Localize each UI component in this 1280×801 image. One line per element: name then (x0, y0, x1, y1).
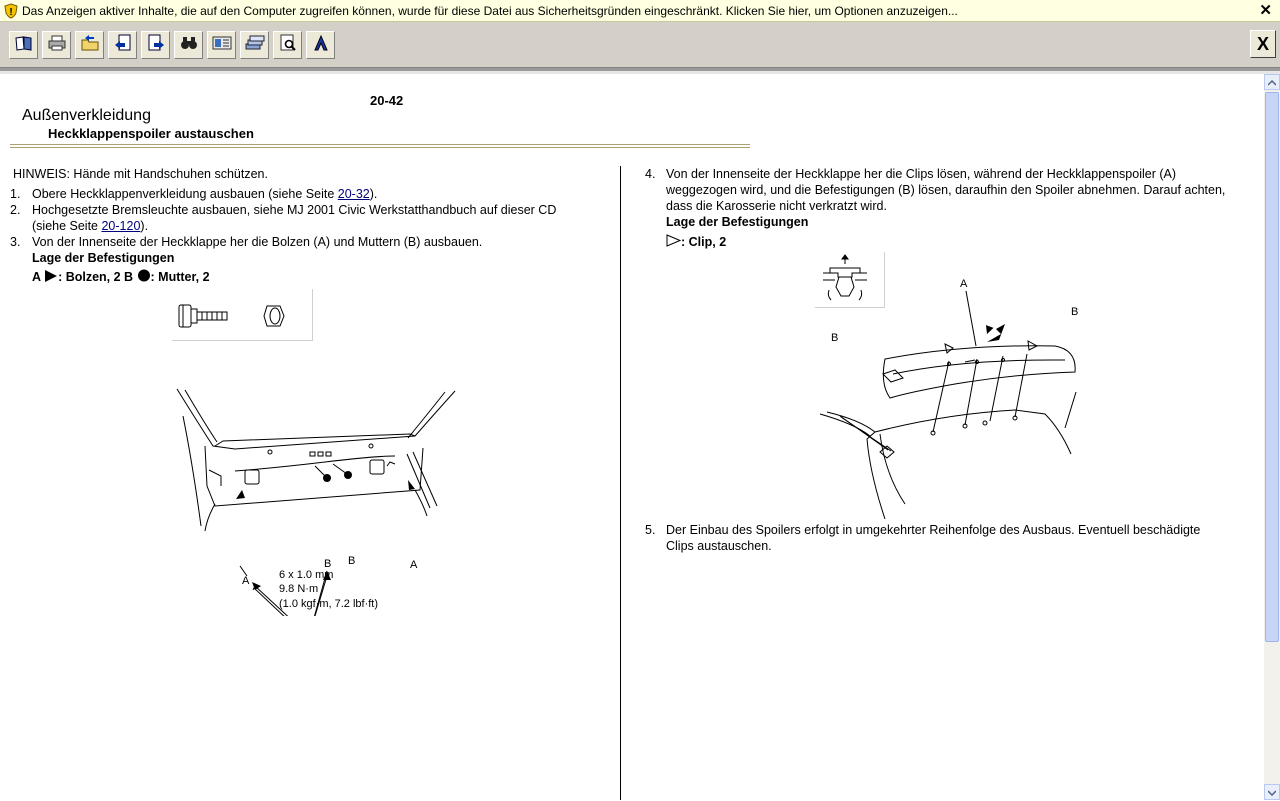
fig-left-label-a2: A (410, 559, 418, 571)
binoculars-icon (180, 35, 198, 56)
fig-left-label-b2: B (348, 555, 356, 567)
manual-icon (212, 35, 232, 56)
step-4-line-2: weggezogen wird, und die Befestigungen (B) lösen, daraufhin den Spoiler abnehmen. Darauf achten, (666, 183, 1226, 197)
legend-clip-desc: : Clip, 2 (681, 235, 727, 249)
scroll-thumb[interactable] (1265, 92, 1279, 642)
preview-button[interactable] (273, 31, 302, 59)
triangle-filled-icon (44, 270, 58, 286)
fastener-heading-right: Lage der Befestigungen (666, 215, 809, 229)
find-button[interactable] (174, 31, 203, 59)
page-number: 20-42 (370, 93, 404, 108)
vertical-scrollbar[interactable] (1264, 74, 1280, 800)
legend-bolt-desc: : Bolzen, 2 B (58, 270, 137, 284)
close-window-button[interactable]: X (1250, 30, 1276, 58)
scroll-up-button[interactable] (1264, 74, 1280, 90)
shield-warning-icon (4, 3, 18, 22)
title-rule (10, 144, 750, 145)
fig-right-label-b2: B (1071, 306, 1079, 318)
security-infobar[interactable] (0, 0, 1280, 22)
bolt-nut-illustration (172, 289, 313, 341)
infobar-message[interactable]: Das Anzeigen aktiver Inhalte, die auf den Computer zugreifen können, wurde für diese Datei aus Sicherheitsgründen eingeschränkt. Klicken Sie hier, um Optionen anzuzeigen... (22, 4, 958, 18)
step-1-text-pre: Obere Heckklappenverkleidung ausbauen (siehe Seite (32, 187, 338, 201)
fig-left-label-b1: B (324, 558, 332, 570)
tool-button[interactable] (306, 31, 335, 59)
chevron-up-icon (1268, 73, 1276, 91)
step-5-number: 5. (645, 523, 656, 537)
manual-button[interactable] (207, 31, 236, 59)
spoiler-diagram (815, 274, 1085, 524)
step-2-line-2 (32, 218, 148, 234)
preview-icon (279, 34, 297, 57)
chevron-down-icon (1268, 783, 1276, 801)
stack-icon (245, 35, 265, 56)
toolbar (0, 22, 1280, 68)
fastener-heading-left: Lage der Befestigungen (32, 251, 175, 265)
stack-button[interactable] (240, 31, 269, 59)
step-4-line-1: Von der Innenseite der Heckklappe her die Clips lösen, während der Heckklappenspoiler (A) (666, 167, 1177, 181)
tool-icon (312, 34, 330, 57)
page-forward-button[interactable] (141, 31, 170, 59)
step-2-number: 2. (10, 203, 21, 217)
step-5-line-1: Der Einbau des Spoilers erfolgt in umgekehrter Reihenfolge des Ausbaus. Eventuell beschädigte (666, 523, 1201, 537)
step-2-line-2-pre: (siehe Seite (32, 219, 102, 233)
folder-up-button[interactable] (75, 31, 104, 59)
infobar-close-button[interactable]: ✕ (1259, 2, 1272, 19)
fig-right-label-b1: B (831, 332, 839, 344)
circle-filled-icon (137, 269, 151, 286)
step-4-number: 4. (645, 167, 656, 181)
page-back-icon (114, 34, 132, 57)
step-3-text: Von der Innenseite der Heckklappe her die Bolzen (A) und Muttern (B) ausbauen. (32, 235, 483, 249)
legend-nut-desc: : Mutter, 2 (150, 270, 210, 284)
book-button[interactable] (9, 31, 38, 59)
fig-left-label-a1: A (242, 575, 250, 587)
step-1-page-link[interactable]: 20-32 (337, 187, 370, 201)
step-2-line-2-post: ). (140, 219, 149, 233)
title-rule-2 (10, 147, 750, 148)
page-back-button[interactable] (108, 31, 137, 59)
book-icon (15, 35, 33, 56)
step-4-line-3: dass die Karosserie nicht verkratzt wird. (666, 199, 887, 213)
print-button[interactable] (42, 31, 71, 59)
page-forward-icon (147, 34, 165, 57)
step-2-line-1: Hochgesetzte Bremsleuchte ausbauen, siehe MJ 2001 Civic Werkstatthandbuch auf dieser CD (32, 203, 557, 217)
scroll-down-button[interactable] (1264, 784, 1280, 800)
step-1-text-post: ). (369, 187, 378, 201)
svg-text:!: ! (9, 7, 13, 18)
fastener-legend-right (666, 234, 726, 251)
step-1-number: 1. (10, 187, 21, 201)
triangle-outline-icon (666, 234, 681, 251)
fig-right-label-a: A (960, 278, 968, 290)
step-2-page-link[interactable]: 20-120 (101, 219, 141, 233)
bolt-marker (408, 480, 415, 490)
section-title: Außenverkleidung (22, 107, 151, 124)
step-1-text (32, 186, 377, 202)
section-subtitle: Heckklappenspoiler austauschen (48, 126, 254, 141)
fastener-legend-left (32, 269, 210, 286)
step-3-number: 3. (10, 235, 21, 249)
torque-spec-2: 9.8 N·m (279, 583, 319, 595)
document-view (0, 74, 1264, 800)
folder-up-icon (81, 35, 99, 56)
print-icon (48, 35, 66, 56)
legend-a-label: A (32, 270, 41, 284)
torque-spec-3: (1.0 kgf·m, 7.2 lbf·ft) (279, 598, 379, 610)
step-5-line-2: Clips austauschen. (666, 539, 772, 553)
note-text: HINWEIS: Hände mit Handschuhen schützen. (13, 167, 268, 181)
torque-spec-1: 6 x 1.0 mm (279, 569, 334, 581)
bolt-marker (236, 490, 245, 499)
column-divider (620, 166, 621, 800)
